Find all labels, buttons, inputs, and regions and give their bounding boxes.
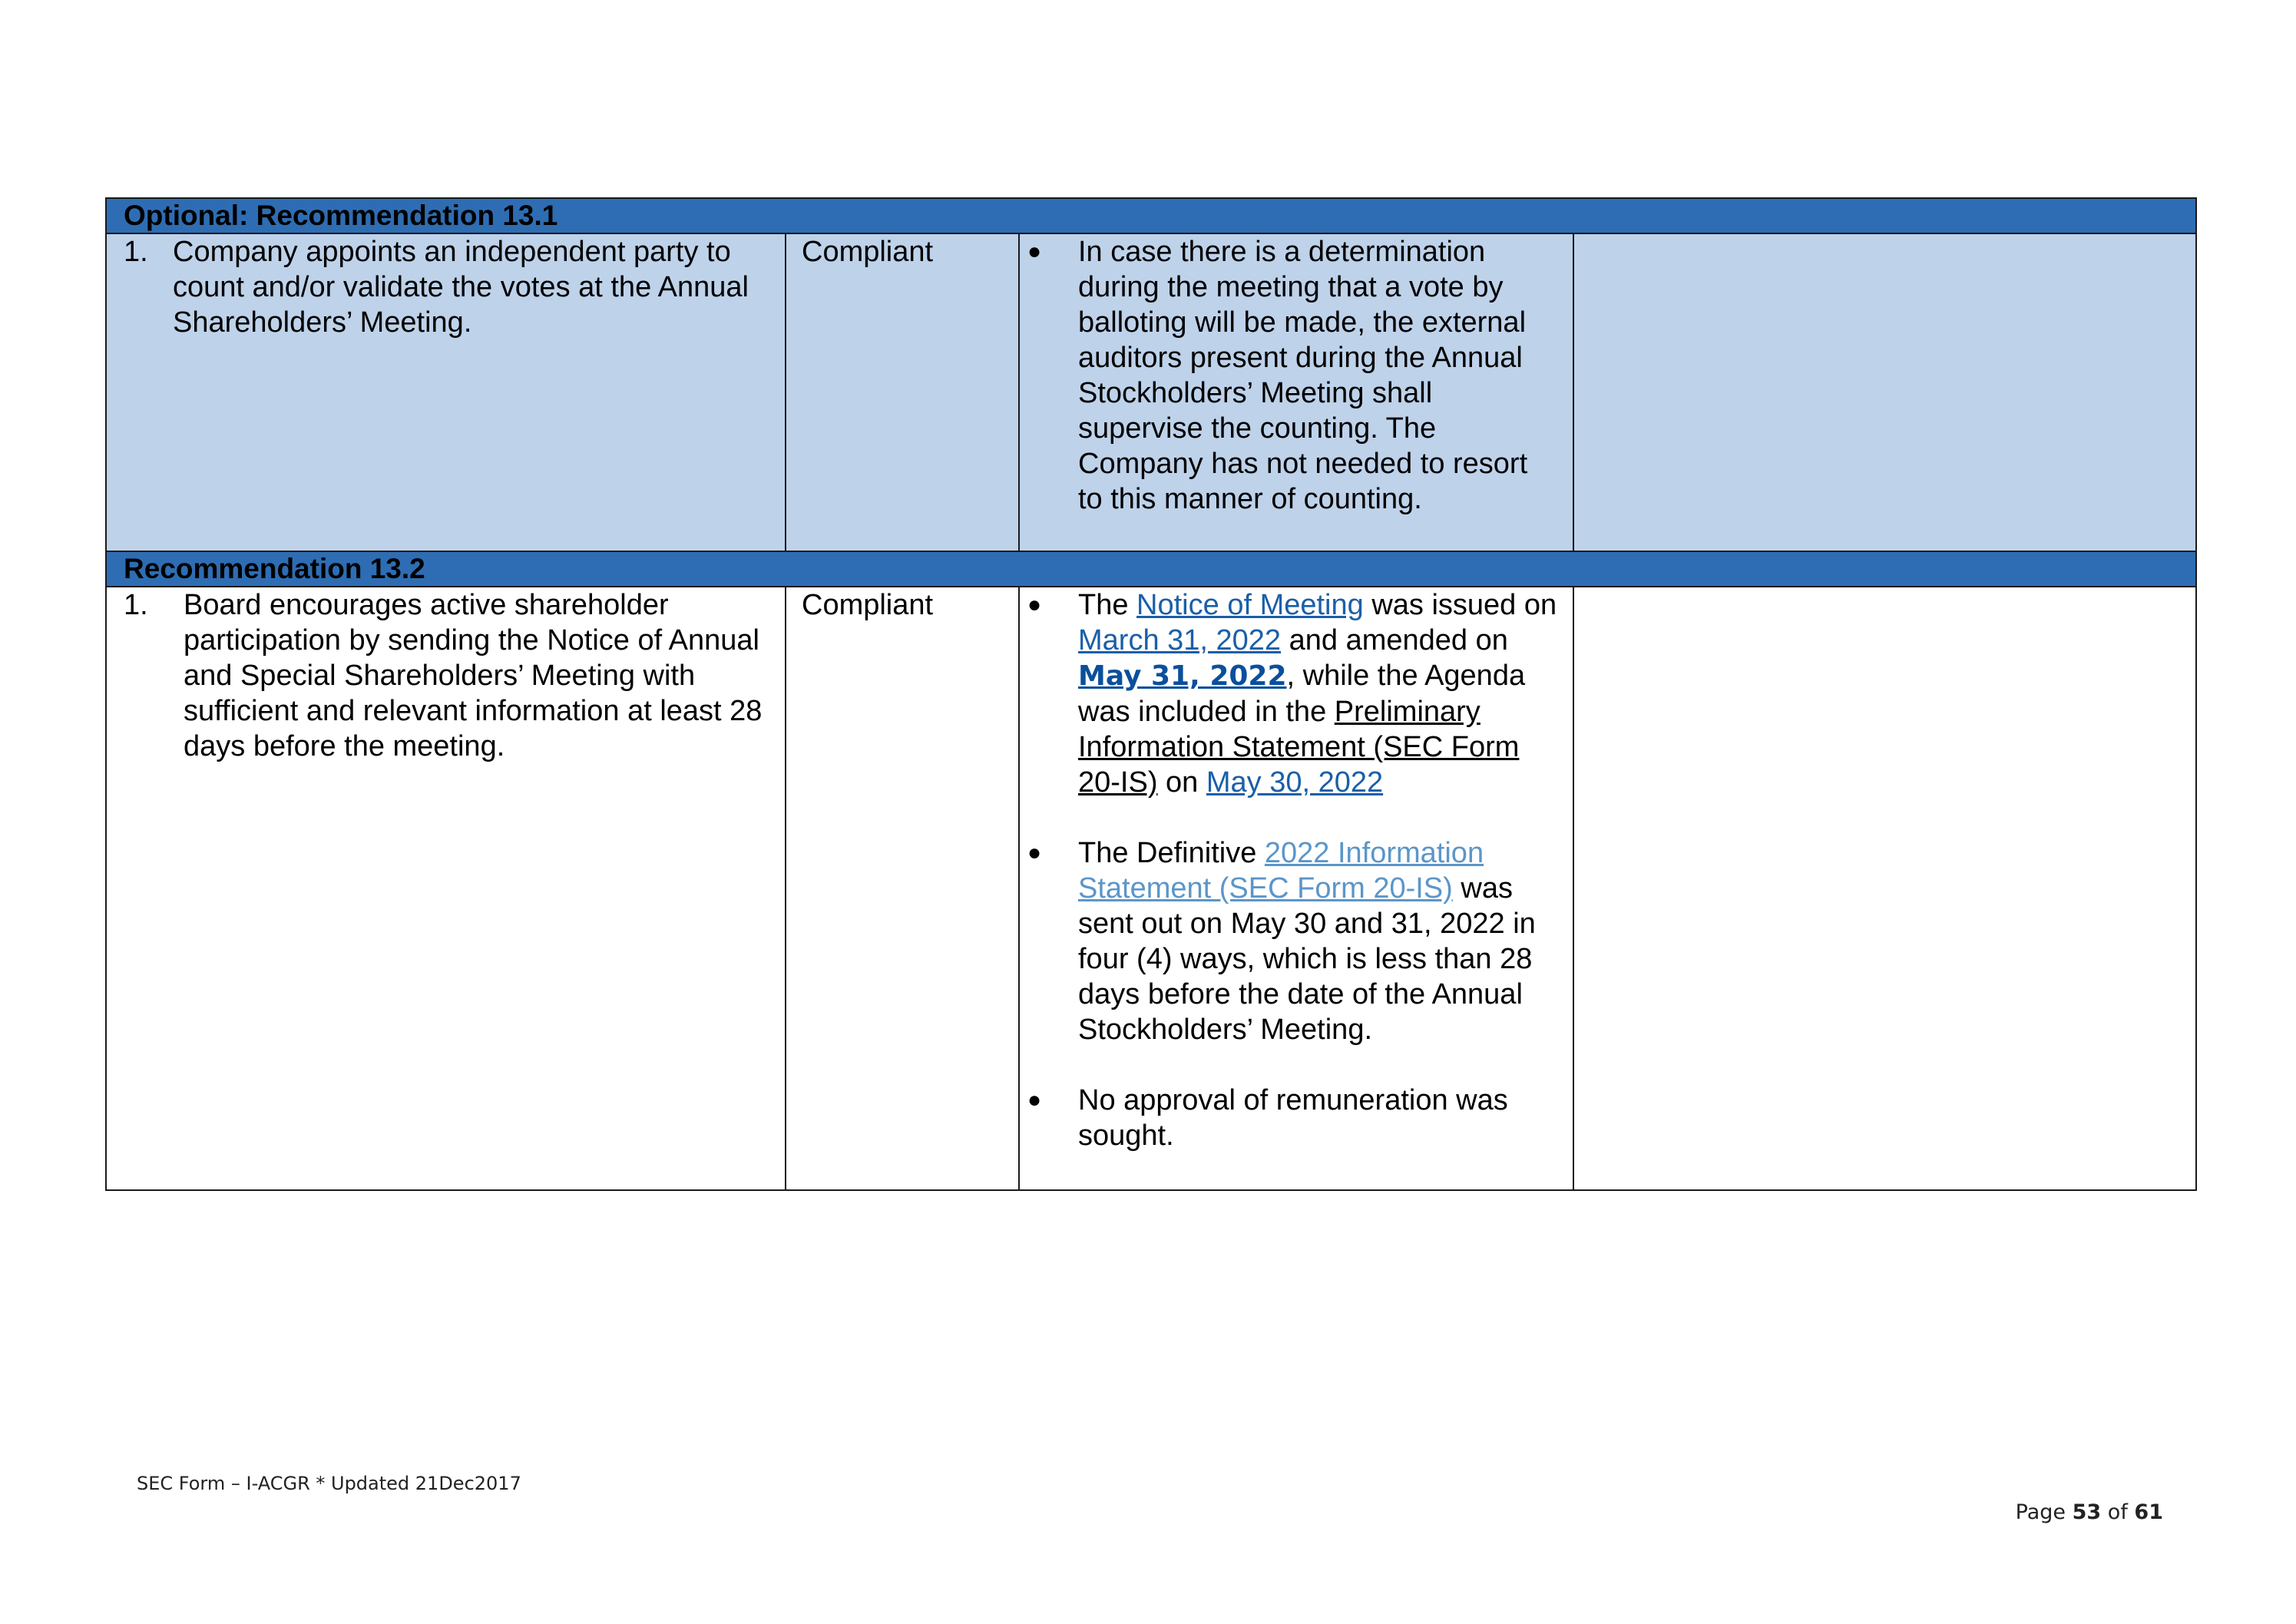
text-run: The: [1078, 589, 1137, 621]
may-30-2022-link[interactable]: May 30, 2022: [1206, 766, 1384, 799]
bullet-icon: ●: [1027, 239, 1042, 264]
text-run: , while the Agenda was included in the: [1078, 660, 1526, 728]
page-number: [2016, 1500, 2163, 1524]
bullet-icon: ●: [1027, 840, 1042, 865]
explanation-text: [1078, 587, 1557, 800]
explanation-text: No approval of remuneration was sought.: [1078, 1084, 1508, 1152]
explanation-cell: [1019, 587, 1573, 1190]
recommendation-text: Company appoints an independent party to count and/or validate the votes at the Annual Shareholders’ Meeting.: [173, 236, 749, 339]
compliance-status: Compliant: [802, 236, 934, 268]
information-statement-link[interactable]: 2022 Information Statement (SEC Form 20-IS): [1078, 837, 1484, 905]
recommendation-cell: [106, 587, 786, 1190]
text-run: on: [1157, 766, 1206, 799]
explanation-cell: [1019, 233, 1573, 551]
text-run: and amended on: [1281, 624, 1508, 657]
item-number: 1.: [124, 236, 148, 268]
march-31-2022-link[interactable]: March 31, 2022: [1078, 624, 1282, 657]
explanation-text: In case there is a determination during the meeting that a vote by balloting will be made, the external auditors present during the Annual Stockholders’ Meeting shall supervise the counting. The Company has not needed to resort to this manner of counting.: [1078, 236, 1528, 515]
compliance-status-cell: [786, 233, 1019, 551]
section-header-13-2: [106, 551, 2196, 587]
table-row: [106, 587, 2196, 1190]
text-run: The Definitive: [1078, 837, 1265, 869]
table-row: [106, 233, 2196, 551]
form-footer-label: SEC Form – I-ACGR * Updated 21Dec2017: [137, 1473, 521, 1494]
compliance-status: Compliant: [802, 589, 934, 621]
list-item: [1020, 835, 1573, 1047]
section-heading: Optional: Recommendation 13.1: [106, 198, 2196, 233]
preliminary-information-statement-link[interactable]: Preliminary Information Statement (SEC Form 20-IS): [1078, 696, 1520, 799]
item-number: 1.: [124, 589, 148, 621]
section-heading: Recommendation 13.2: [106, 551, 2196, 587]
text-run: was sent out on May 30 and 31, 2022 in four (4) ways, which is less than 28 days before the date of the Annual Stockholders’ Meeting.: [1078, 872, 1536, 1046]
page-current: 53: [2072, 1500, 2102, 1524]
explanation-text: [1078, 835, 1557, 1047]
page-of: of: [2107, 1500, 2128, 1524]
acgr-table: [105, 197, 2197, 1191]
list-item: [1020, 234, 1573, 517]
list-item: [1020, 587, 1573, 800]
list-item: [1020, 1083, 1573, 1153]
remarks-cell: [1573, 233, 2196, 551]
page-word: Page: [2015, 1500, 2066, 1524]
bullet-icon: ●: [1027, 1087, 1042, 1113]
bullet-icon: ●: [1027, 592, 1042, 617]
may-31-2022-link[interactable]: May 31, 2022: [1078, 660, 1287, 692]
section-header-13-1: [106, 198, 2196, 233]
text-run: was issued on: [1363, 589, 1557, 621]
compliance-status-cell: [786, 587, 1019, 1190]
recommendation-text: Board encourages active shareholder participation by sending the Notice of Annual and Special Shareholders’ Meeting with sufficient and relevant information at least 28 days before the meeting.: [184, 589, 763, 762]
notice-of-meeting-link[interactable]: Notice of Meeting: [1136, 589, 1364, 621]
explanation-list: [1020, 234, 1573, 517]
page-total: 61: [2134, 1500, 2163, 1524]
explanation-list: [1020, 587, 1573, 1153]
remarks-cell: [1573, 587, 2196, 1190]
recommendation-cell: [106, 233, 786, 551]
